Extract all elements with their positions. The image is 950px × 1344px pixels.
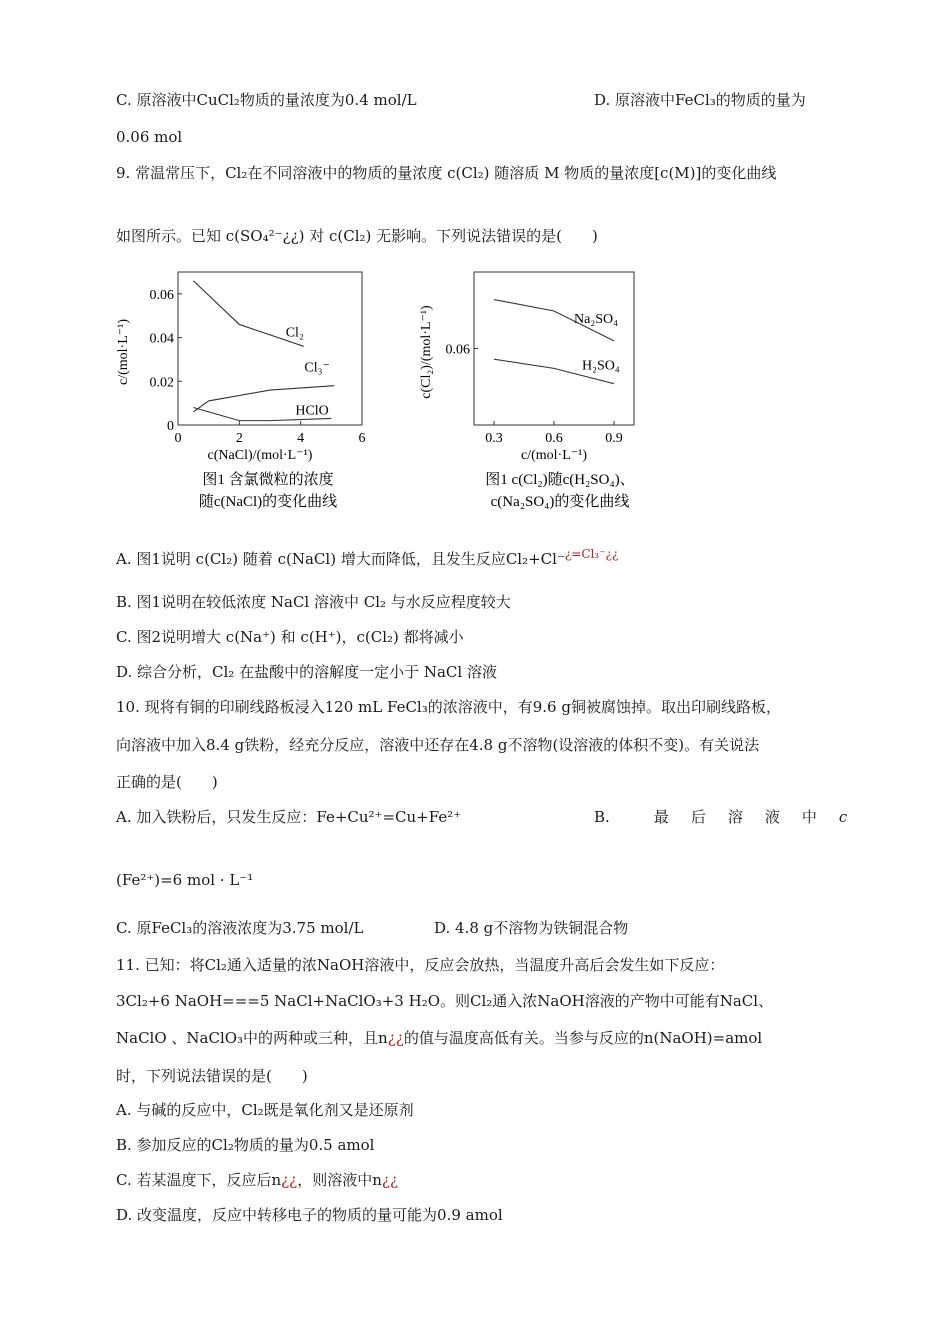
q11-stem-garbled: ¿¿ (387, 1029, 404, 1047)
q10-option-d: D. 4.8 g不溶物为铁铜混合物 (434, 919, 629, 937)
fig2-series-label: H₂SO₄ (582, 358, 620, 374)
fig2-x-tick-label: 0.6 (545, 431, 563, 446)
fig2-y-axis-label: c(Cl₂)/(mol·L⁻¹) (419, 305, 434, 399)
figure-2-cl2-vs-sulfate (419, 272, 635, 510)
q9-option-a-garbled: ¿=Cl₃⁻¿¿ (564, 547, 619, 561)
fig1-caption-line1: 图1 含氯微粒的浓度 (202, 472, 334, 488)
q9-option-a (116, 544, 618, 569)
q10-option-b-word: 中 (801, 808, 817, 826)
fig1-y-tick-label: 0.06 (149, 287, 174, 303)
q9-stem-line2: 如图所示。已知 c(SO₄²⁻¿¿) 对 c(Cl₂) 无影响。下列说法错误的是( ) (116, 227, 598, 245)
q11-stem-line4: 时，下列说法错误的是( ) (116, 1067, 308, 1085)
fig2-caption-line2: c(Na₂SO₄)的变化曲线 (490, 494, 630, 510)
fig2-frame (474, 272, 634, 425)
fig1-y-axis-label: c/(mol·L⁻¹) (116, 318, 131, 386)
q11-stem-line1: 11. 已知：将Cl₂通入适量的浓NaOH溶液中，反应会放热，当温度升高后会发生如下反应： (116, 956, 725, 974)
q11-option-c-a: C. 若某温度下，反应后n (116, 1171, 282, 1189)
fig1-frame (178, 272, 362, 425)
q10-option-b-label: B. (594, 808, 610, 826)
fig1-series-label: Cl₂ (285, 325, 304, 341)
fig1-series-label: Cl₃⁻ (304, 360, 330, 376)
q11-stem-line3-a: NaClO 、NaClO₃中的两种或三种，且n (116, 1029, 388, 1047)
q8-option-d-continued: 0.06 mol (116, 128, 183, 146)
fig2-y-tick-label: 0.06 (445, 342, 470, 358)
q9-option-a-text: A. 图1说明 c(Cl₂) 随着 c(NaCl) 增大而降低，且发生反应Cl₂+Cl⁻ (116, 550, 565, 568)
q9-figures (110, 262, 670, 522)
q9-option-d: D. 综合分析，Cl₂ 在盐酸中的溶解度一定小于 NaCl 溶液 (116, 663, 497, 681)
q8-option-c: C. 原溶液中CuCl₂物质的量浓度为0.4 mol/L (116, 91, 417, 109)
fig2-caption-line1: 图1 c(Cl₂)随c(H₂SO₄)、 (485, 472, 635, 488)
fig1-x-tick-label: 6 (358, 431, 366, 446)
fig1-x-tick-label: 0 (174, 431, 182, 446)
q11-option-d: D. 改变温度，反应中转移电子的物质的量可能为0.9 amol (116, 1206, 503, 1224)
q10-option-b-word: 液 (764, 808, 780, 826)
q10-option-b (594, 807, 847, 827)
q10-option-b-continued: (Fe²⁺)=6 mol · L⁻¹ (116, 871, 254, 889)
q10-option-b-word: c (838, 808, 848, 826)
q11-option-c (116, 1170, 398, 1190)
q9-option-b: B. 图1说明在较低浓度 NaCl 溶液中 Cl₂ 与水反应程度较大 (116, 593, 511, 611)
fig1-x-axis-label: c(NaCl)/(mol·L⁻¹) (207, 448, 313, 463)
fig2-x-axis-label: c/(mol·L⁻¹) (520, 448, 588, 463)
q11-option-b: B. 参加反应的Cl₂物质的量为0.5 amol (116, 1136, 375, 1154)
q10-stem-line2: 向溶液中加入8.4 g铁粉，经充分反应，溶液中还存在4.8 g不溶物(设溶液的体积不变)。有关说法 (116, 736, 760, 754)
fig1-x-tick-label: 2 (235, 431, 243, 446)
q11-stem-line3 (116, 1028, 762, 1048)
fig1-y-tick-label: 0.02 (149, 375, 174, 391)
q9-stem-line1: 9. 常温常压下，Cl₂在不同溶液中的物质的量浓度 c(Cl₂) 随溶质 M 物质的量浓度[c(M)]的变化曲线 (116, 164, 777, 182)
q10-option-a: A. 加入铁粉后，只发生反应：Fe+Cu²⁺=Cu+Fe²⁺ (116, 808, 462, 826)
q11-option-a: A. 与碱的反应中，Cl₂既是氧化剂又是还原剂 (116, 1101, 414, 1119)
fig1-caption-line2: 随c(NaCl)的变化曲线 (198, 494, 338, 510)
fig1-y-tick-label: 0.04 (149, 331, 174, 347)
q10-stem-line3: 正确的是( ) (116, 773, 218, 791)
fig1-x-tick-label: 4 (297, 431, 305, 446)
q9-option-c: C. 图2说明增大 c(Na⁺) 和 c(H⁺)，c(Cl₂) 都将减小 (116, 628, 464, 646)
q11-option-c-garbled-1: ¿¿ (281, 1171, 298, 1189)
q8-option-d: D. 原溶液中FeCl₃的物质的量为 (594, 91, 806, 109)
q11-option-c-b: ，则溶液中n (297, 1171, 382, 1189)
fig1-y-tick-label: 0 (167, 419, 174, 434)
fig2-x-tick-label: 0.3 (485, 431, 503, 446)
fig2-series-label: Na₂SO₄ (574, 311, 618, 327)
fig2-x-tick-label: 0.9 (605, 431, 623, 446)
q10-stem-line1: 10. 现将有铜的印刷线路板浸入120 mL FeCl₃的浓溶液中，有9.6 g铜被腐蚀掉。取出印刷线路板， (116, 698, 781, 716)
fig1-series-label: HClO (295, 403, 329, 419)
q10-option-b-word: 最 (653, 808, 669, 826)
q10-option-b-word: 溶 (727, 808, 743, 826)
q11-stem-line3-b: 的值与温度高低有关。当参与反应的n(NaOH)=amol (403, 1029, 763, 1047)
q10-option-c: C. 原FeCl₃的溶液浓度为3.75 mol/L (116, 919, 364, 937)
q11-stem-line2: 3Cl₂+6 NaOH===5 NaCl+NaClO₃+3 H₂O。则Cl₂通入浓NaOH溶液的产物中可能有NaCl、 (116, 992, 774, 1010)
figure-1-chlorine-species (116, 272, 366, 510)
q11-option-c-garbled-2: ¿¿ (381, 1171, 398, 1189)
q10-option-b-word: 后 (690, 808, 706, 826)
